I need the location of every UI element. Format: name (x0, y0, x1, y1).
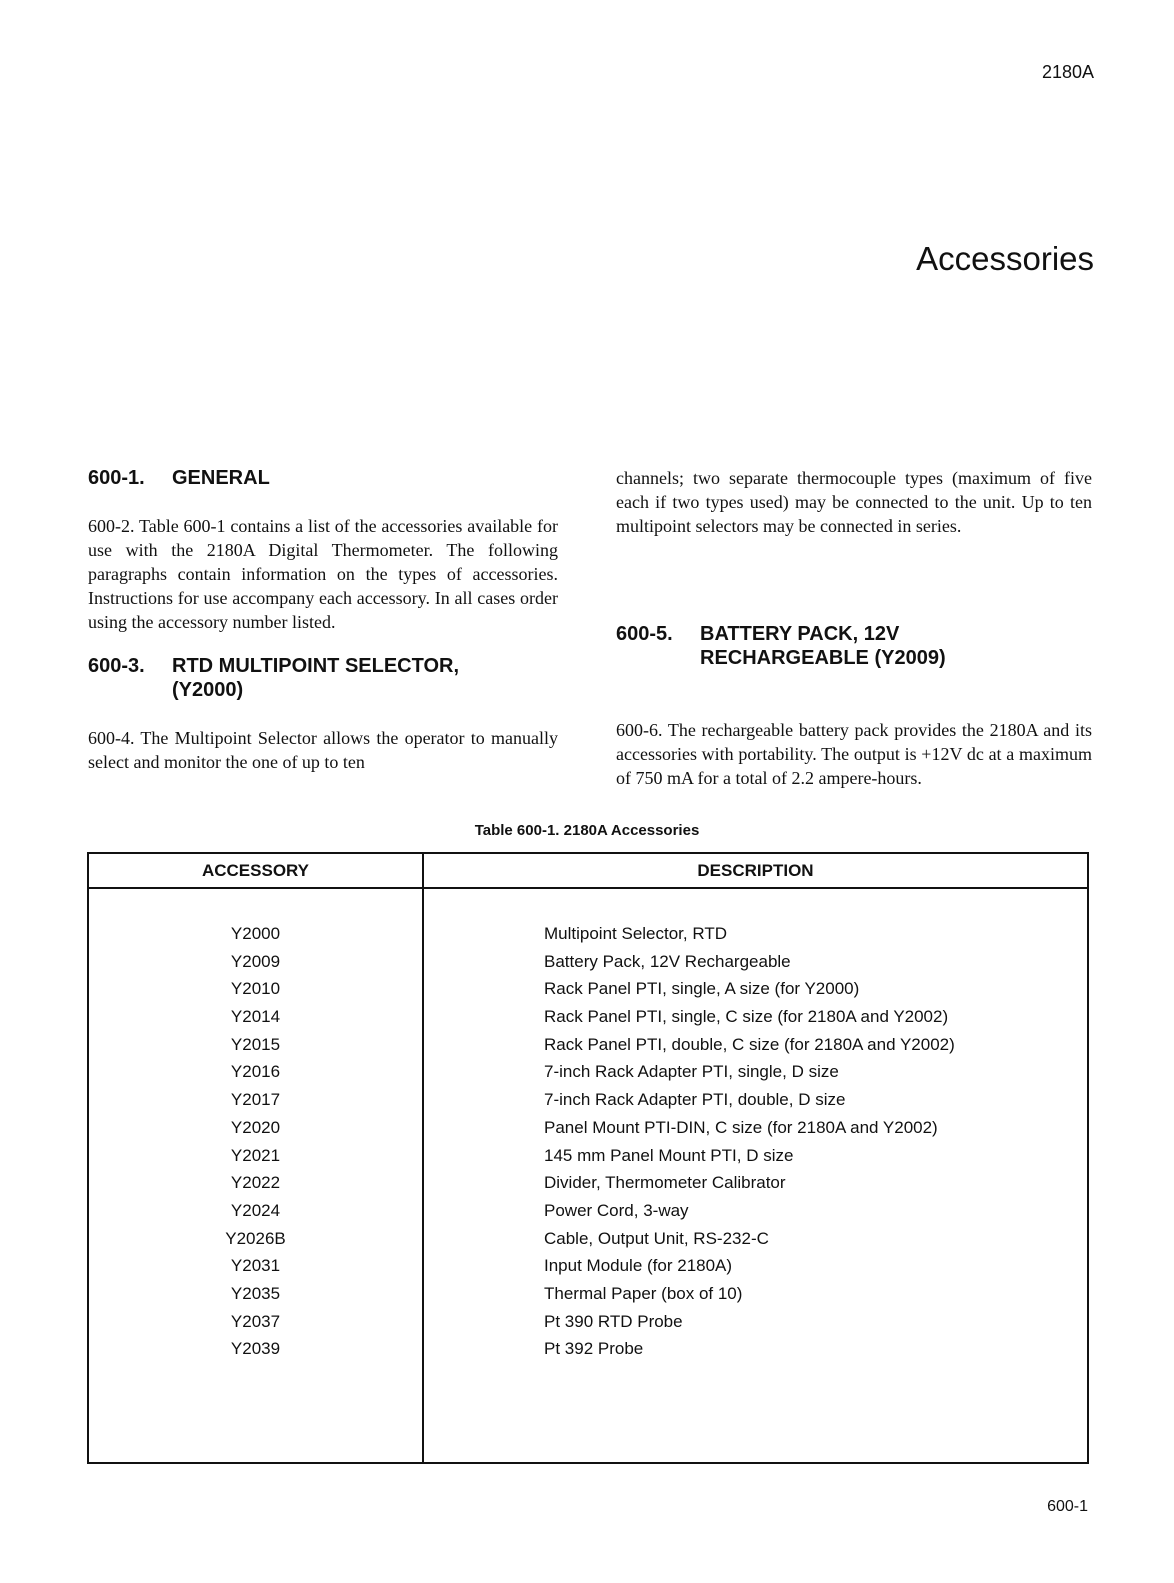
table-row (89, 1201, 1087, 1229)
paragraph-600-4: 600-4. The Multipoint Selector allows the operator to manually select and monitor the one of up to ten (88, 728, 558, 772)
accessory-number: Y2014 (230, 1007, 281, 1027)
accessory-description: Rack Panel PTI, single, A size (for Y2000) (544, 979, 860, 999)
paragraph-600-6: 600-6. The rechargeable battery pack provides the 2180A and its accessories with portability. The output is +12V dc at a maximum of 750 mA for a total of 2.2 ampere-hours. (616, 720, 1092, 788)
table-row (89, 979, 1087, 1007)
accessory-description: Thermal Paper (box of 10) (544, 1283, 743, 1303)
right-column (616, 466, 1092, 790)
accessory-number: Y2026B (225, 1228, 286, 1248)
accessory-number: Y2024 (230, 1200, 281, 1220)
header-description: DESCRIPTION (697, 861, 814, 880)
accessories-table (87, 852, 1089, 1464)
accessory-number: Y2010 (230, 979, 281, 999)
accessory-description: Multipoint Selector, RTD (544, 924, 727, 943)
section-heading-battery-pack (616, 622, 1092, 670)
table-row (89, 1339, 1087, 1367)
accessory-number: Y2035 (230, 1283, 281, 1303)
table-row (89, 924, 1087, 952)
accessory-description: Divider, Thermometer Calibrator (544, 1173, 786, 1193)
accessory-description: Input Module (for 2180A) (544, 1256, 733, 1276)
table-row (89, 1173, 1087, 1201)
accessory-number: Y2017 (230, 1090, 281, 1110)
accessory-description: Rack Panel PTI, single, C size (for 2180A and Y2002) (544, 1007, 949, 1027)
accessory-description: 7-inch Rack Adapter PTI, double, D size (544, 1090, 846, 1110)
section-number: 600-1. (88, 467, 145, 489)
accessory-number: Y2022 (230, 1173, 281, 1193)
table-body (89, 924, 1087, 1367)
accessory-description: Pt 390 RTD Probe (544, 1311, 683, 1331)
header-accessory: ACCESSORY (201, 861, 310, 880)
section-title: BATTERY PACK, 12V RECHARGEABLE (Y2009) (700, 623, 946, 669)
table-row (89, 1007, 1087, 1035)
chapter-title: Accessories (916, 240, 1094, 277)
accessory-description: 7-inch Rack Adapter PTI, single, D size (544, 1062, 839, 1082)
table-row (89, 1035, 1087, 1063)
table-row (89, 1146, 1087, 1174)
paragraph-600-4-continued: channels; two separate thermocouple types (maximum of five each if two types used) may be connected to the unit. Up to ten multipoint selectors may be connected in series. (616, 468, 1092, 536)
accessory-description: Pt 392 Probe (544, 1339, 644, 1359)
accessory-number: Y2031 (230, 1256, 281, 1276)
table-row (89, 1312, 1087, 1340)
section-heading-general (88, 466, 558, 490)
accessory-number: Y2009 (230, 951, 281, 971)
section-heading-rtd-selector (88, 654, 558, 702)
table-row (89, 1062, 1087, 1090)
table-row (89, 1284, 1087, 1312)
table-header (89, 854, 1087, 889)
accessory-number: Y2015 (230, 1034, 281, 1054)
accessory-number: Y2039 (230, 1339, 281, 1359)
accessory-number: Y2000 (230, 924, 281, 943)
table-row (89, 952, 1087, 980)
section-number: 600-3. (88, 655, 145, 677)
accessory-number: Y2016 (230, 1062, 281, 1082)
section-number: 600-5. (616, 623, 673, 645)
accessory-description: Panel Mount PTI-DIN, C size (for 2180A and Y2002) (544, 1117, 938, 1137)
accessory-number: Y2021 (230, 1145, 281, 1165)
section-title: GENERAL (172, 467, 270, 489)
table-row (89, 1229, 1087, 1257)
paragraph-600-2: 600-2. Table 600-1 contains a list of the accessories available for use with the 2180A Digital Thermometer. The following paragraphs contain information on the types of accessories. Instructions for use accompany each accessory. In all cases order using the accessory number listed. (88, 516, 558, 632)
section-title: RTD MULTIPOINT SELECTOR, (Y2000) (172, 655, 460, 701)
accessory-description: Power Cord, 3-way (544, 1200, 689, 1220)
left-column (88, 466, 558, 774)
accessory-description: Battery Pack, 12V Rechargeable (544, 951, 791, 971)
accessory-number: Y2037 (230, 1311, 281, 1331)
accessory-description: Rack Panel PTI, double, C size (for 2180A and Y2002) (544, 1034, 955, 1054)
model-number: 2180A (1041, 62, 1094, 82)
table-row (89, 1118, 1087, 1146)
table-row (89, 1256, 1087, 1284)
accessory-number: Y2020 (230, 1117, 281, 1137)
accessory-description: Cable, Output Unit, RS-232-C (544, 1228, 769, 1248)
table-caption: Table 600-1. 2180A Accessories (474, 822, 700, 839)
accessory-description: 145 mm Panel Mount PTI, D size (544, 1145, 794, 1165)
table-row (89, 1090, 1087, 1118)
page-number: 600-1 (1047, 1498, 1088, 1515)
